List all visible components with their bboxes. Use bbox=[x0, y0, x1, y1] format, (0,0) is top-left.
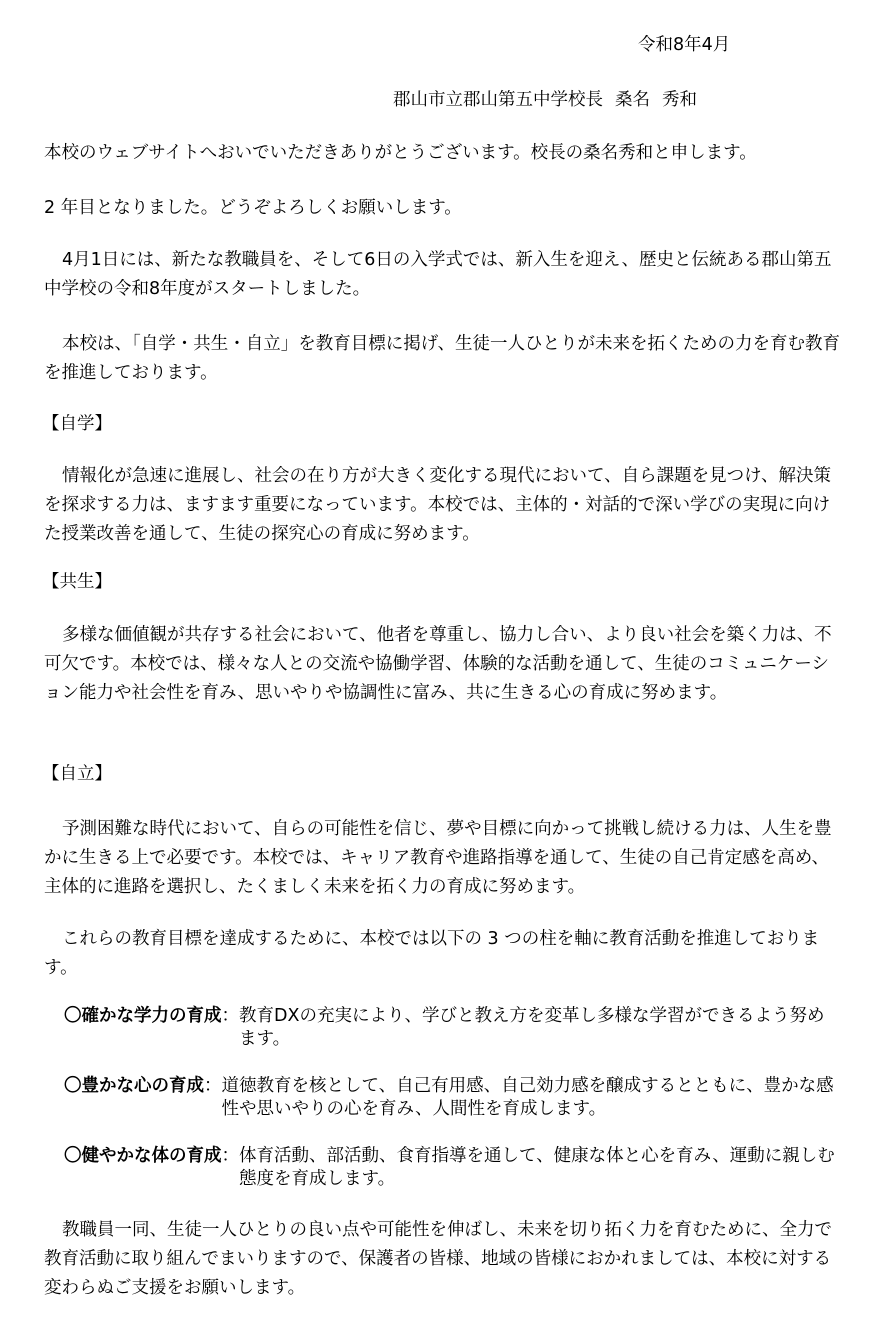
section-body-jigaku: 情報化が急速に進展し、社会の在り方が大きく変化する現代において、自ら課題を見つけ、解決策を探求する力は、ますます重要になっています。本校では、主体的・対話的で深い学びの実現に向けた授業改善を通して、生徒の探究心の育成に努めます。 bbox=[44, 466, 831, 544]
document-author bbox=[393, 88, 697, 112]
pillar-separator: ： bbox=[221, 1006, 239, 1026]
pillar-healthy-body bbox=[64, 1145, 840, 1191]
section-body-jiritsu: 予測困難な時代において、自らの可能性を信じ、夢や目標に向かって挑戦し続ける力は、人生を豊かに生きる上で必要です。本校では、キャリア教育や進路指導を通して、生徒の自己肯定感を高め、主体的に進路を選択し、たくましく未来を拓く力の育成に努めます。 bbox=[44, 819, 832, 897]
pillar-separator: ： bbox=[221, 1146, 239, 1166]
section-body-kyosei: 多様な価値観が共存する社会において、他者を尊重し、協力し合い、より良い社会を築く力は、不可欠です。本校では、様々な人との交流や協働学習、体験的な活動を通して、生徒のコミュニケーション能力や社会性を育み、思いやりや協調性に富み、共に生きる心の育成に努めます。 bbox=[44, 625, 832, 703]
pillar-description: 教育DXの充実により、学びと教え方を変革し多様な学習ができるよう努めます。 bbox=[239, 1006, 825, 1049]
author-family-name: 桑名 bbox=[615, 90, 650, 110]
pillar-rich-heart bbox=[64, 1075, 840, 1121]
pillar-label: 〇豊かな心の育成 bbox=[64, 1076, 204, 1096]
pillars-intro-paragraph: これらの教育目標を達成するために、本校では以下の 3 つの柱を軸に教育活動を推進しております。 bbox=[44, 929, 820, 978]
section-heading-jigaku: 【自学】 bbox=[42, 414, 112, 434]
second-year-paragraph: 2 年目となりました。どうぞよろしくお願いします。 bbox=[44, 198, 462, 218]
pillar-academic-ability bbox=[64, 1005, 840, 1051]
school-year-start-paragraph: 4月1日には、新たな教職員を、そして6日の入学式では、新入生を迎え、歴史と伝統ある郡山第五中学校の令和8年度がスタートしました。 bbox=[44, 250, 832, 299]
education-goals-paragraph: 本校は、「自学・共生・自立」を教育目標に掲げ、生徒一人ひとりが未来を拓くための力を育む教育を推進しております。 bbox=[44, 334, 841, 383]
pillar-separator: ： bbox=[204, 1076, 222, 1096]
pillar-label: 〇確かな学力の育成 bbox=[64, 1006, 222, 1026]
author-school-title: 郡山市立郡山第五中学校長 bbox=[393, 90, 603, 110]
pillar-description: 道徳教育を核として、自己有用感、自己効力感を醸成するとともに、豊かな感性や思いやりの心を育み、人間性を育成します。 bbox=[221, 1076, 834, 1119]
closing-paragraph: 教職員一同、生徒一人ひとりの良い点や可能性を伸ばし、未来を切り拓く力を育むために、全力で教育活動に取り組んでまいりますので、保護者の皆様、地域の皆様におかれましては、本校に対する変わらぬご支援をお願いします。 bbox=[44, 1220, 832, 1298]
author-given-name: 秀和 bbox=[662, 90, 697, 110]
pillar-description: 体育活動、部活動、食育指導を通して、健康な体と心を育み、運動に親しむ態度を育成します。 bbox=[239, 1146, 835, 1189]
pillar-label: 〇健やかな体の育成 bbox=[64, 1146, 222, 1166]
section-heading-jiritsu: 【自立】 bbox=[42, 764, 112, 784]
section-heading-kyosei: 【共生】 bbox=[42, 572, 112, 592]
greeting-paragraph: 本校のウェブサイトへおいでいただきありがとうございます。校長の桑名秀和と申します。 bbox=[44, 143, 757, 163]
document-date: 令和8年4月 bbox=[638, 35, 731, 55]
